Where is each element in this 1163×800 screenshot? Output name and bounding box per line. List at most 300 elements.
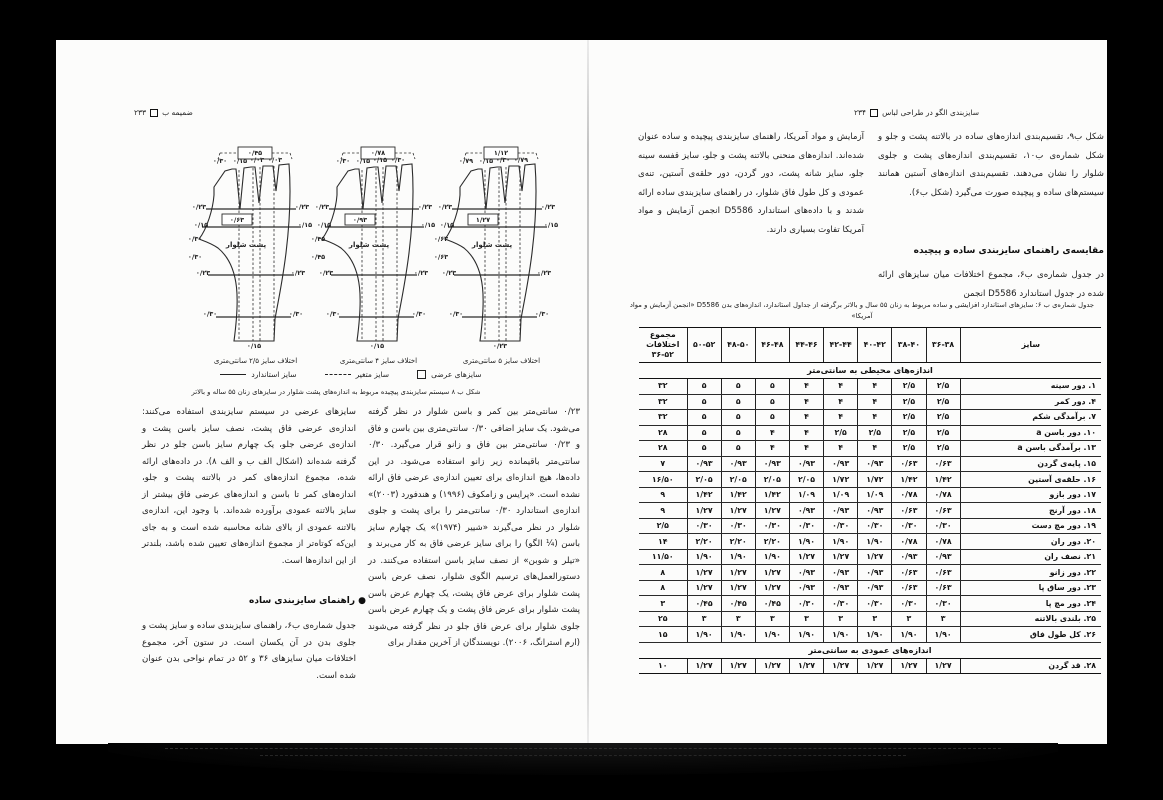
value-cell: ۰/۳۰ <box>892 596 926 612</box>
dimension-label: ۰/۶۳ <box>229 215 245 224</box>
value-cell: ۱/۲۷ <box>926 658 960 674</box>
pattern-diagram <box>187 145 317 377</box>
legend-label: سایز استاندارد <box>251 370 297 379</box>
dimension-label: ۰/۲۳ <box>417 203 433 211</box>
value-cell: ۰/۹۳ <box>789 580 823 596</box>
value-cell: ۰/۷۸ <box>892 487 926 503</box>
value-cell: ۰/۷۸ <box>926 487 960 503</box>
pattern-figure <box>187 145 563 377</box>
row-label-cell: ۲۰. دور ران <box>960 534 1101 550</box>
total-cell: ۳ <box>639 596 687 612</box>
value-cell: ۲/۵ <box>892 379 926 395</box>
value-cell: ۵ <box>687 379 721 395</box>
dimension-label: ۰/۱۵ <box>372 156 388 164</box>
dimension-label: ۰/۲۳ <box>318 269 334 277</box>
page-right[interactable] <box>582 40 1107 744</box>
value-cell: ۱/۲۷ <box>687 658 721 674</box>
value-cell: ۲/۵ <box>858 425 892 441</box>
sizes-table <box>639 327 1101 674</box>
value-cell: ۰/۳۰ <box>926 596 960 612</box>
value-cell: ۱/۰۹ <box>858 487 892 503</box>
value-cell: ۱/۲۷ <box>858 549 892 565</box>
dimension-label: ۰/۲۳ <box>294 203 310 211</box>
dimension-label: ۰/۱۵ <box>369 342 385 350</box>
row-label-cell: ۲۸. قد گردن <box>960 658 1101 674</box>
total-cell: ۳۲ <box>639 379 687 395</box>
square-bullet-icon <box>870 109 878 117</box>
dimension-label: ۰/۳۰ <box>325 310 341 318</box>
dimension-label: ۱/۱۲ <box>493 149 509 157</box>
value-cell: ۱/۲۷ <box>755 565 789 581</box>
table-row <box>639 565 1101 581</box>
table-caption: جدول شماره‌ی ب ۶: سایزهای استاندارد افزایشی و ساده مربوط به زنان ۵۵ سال و بالاتر برگرفته از جداول استاندارد، اندازه‌های بدن D5586 «انجمن آزمایش و مواد آمریکا» <box>629 301 1095 320</box>
dimension-label: ۰/۲۳ <box>540 203 556 211</box>
dimension-label: ۰/۳۰ <box>212 157 228 165</box>
table-section-row <box>639 642 1101 658</box>
dimension-label: ۰/۱۵ <box>246 342 262 350</box>
value-cell: ۱/۹۰ <box>858 534 892 550</box>
column-header: ۳۶-۳۸ <box>926 328 960 363</box>
total-cell: ۱۵ <box>639 627 687 643</box>
value-cell: ۱/۹۰ <box>824 627 858 643</box>
total-cell: ۳۲ <box>639 394 687 410</box>
value-cell: ۱/۹۰ <box>721 627 755 643</box>
table-section-row <box>639 362 1101 378</box>
value-cell: ۳ <box>926 611 960 627</box>
row-label-cell: ۲۲. دور زانو <box>960 565 1101 581</box>
value-cell: ۵ <box>721 441 755 457</box>
value-cell: ۴ <box>858 394 892 410</box>
value-cell: ۰/۶۳ <box>926 565 960 581</box>
bullet-icon: ● <box>358 596 366 606</box>
value-cell: ۵ <box>721 379 755 395</box>
value-cell: ۲/۵ <box>926 410 960 426</box>
table-row <box>639 611 1101 627</box>
value-cell: ۵ <box>721 394 755 410</box>
figure-legend <box>146 370 556 379</box>
value-cell: ۰/۶۳ <box>926 580 960 596</box>
value-cell: ۱/۹۰ <box>926 627 960 643</box>
total-cell: ۲۸ <box>639 441 687 457</box>
dimension-label: ۰/۲۳ <box>314 203 330 211</box>
dimension-label: ۰/۱۵ <box>297 221 313 229</box>
value-cell: ۵ <box>687 425 721 441</box>
value-cell: ۰/۹۳ <box>789 503 823 519</box>
value-cell: ۲/۵ <box>824 425 858 441</box>
value-cell: ۵ <box>721 410 755 426</box>
value-cell: ۳ <box>755 611 789 627</box>
column-header: ۴۶-۴۸ <box>755 328 789 363</box>
body-text-paragraph: در جدول شماره‌ی ب۶، مجموع اختلافات میان سایزهای ارائه شده در جدول استاندارد D5586 انجمن <box>878 270 1104 299</box>
value-cell: ۰/۶۳ <box>926 503 960 519</box>
dimension-label: ۰/۲۳ <box>290 269 306 277</box>
value-cell: ۰/۳۰ <box>858 596 892 612</box>
value-cell: ۱/۲۷ <box>755 580 789 596</box>
value-cell: ۱/۷۲ <box>858 472 892 488</box>
value-cell: ۳ <box>789 611 823 627</box>
value-cell: ۵ <box>687 394 721 410</box>
page-number: ۲۳۴ <box>854 108 867 117</box>
row-label-cell: ۱۳. برآمدگی باسن a <box>960 441 1101 457</box>
row-label-cell: ۲۳. دور ساق پا <box>960 580 1101 596</box>
value-cell: ۰/۶۳ <box>892 580 926 596</box>
value-cell: ۲/۵ <box>892 425 926 441</box>
value-cell: ۲/۰۵ <box>721 472 755 488</box>
value-cell: ۵ <box>687 410 721 426</box>
value-cell: ۰/۹۳ <box>824 580 858 596</box>
value-cell: ۱/۹۰ <box>755 549 789 565</box>
table-row <box>639 394 1101 410</box>
value-cell: ۱/۲۷ <box>721 580 755 596</box>
value-cell: ۴ <box>789 394 823 410</box>
value-cell: ۴ <box>858 410 892 426</box>
value-cell: ۰/۹۳ <box>789 456 823 472</box>
value-cell: ۴ <box>789 410 823 426</box>
dimension-label: پشت شلوار <box>225 241 267 249</box>
dimension-label: ۰/۴۵ <box>310 253 326 261</box>
diagram-caption: اختلاف سایز ۵ سانتی‌متری <box>462 357 541 365</box>
row-label-cell: ۱۰. دور باسن a <box>960 425 1101 441</box>
table-header <box>639 328 1101 363</box>
dimension-label: ۰/۱۵ <box>232 157 248 165</box>
dimension-label: ۰/۳۰ <box>335 157 351 165</box>
value-cell: ۰/۳۰ <box>892 518 926 534</box>
value-cell: ۱/۴۲ <box>926 472 960 488</box>
total-cell: ۱۰ <box>639 658 687 674</box>
value-cell: ۰/۳۰ <box>858 518 892 534</box>
value-cell: ۳ <box>892 611 926 627</box>
value-cell: ۱/۹۰ <box>755 627 789 643</box>
table-row <box>639 580 1101 596</box>
value-cell: ۱/۲۷ <box>687 580 721 596</box>
total-cell: ۱۴ <box>639 534 687 550</box>
value-cell: ۰/۳۰ <box>824 518 858 534</box>
value-cell: ۰/۹۳ <box>824 503 858 519</box>
section-heading <box>249 596 366 606</box>
value-cell: ۲/۵ <box>892 441 926 457</box>
section-title-cell: اندازه‌های عمودی به سانتی‌متر <box>639 642 1101 658</box>
table-row <box>639 425 1101 441</box>
value-cell: ۲/۵ <box>926 425 960 441</box>
dimension-label: ۰/۴۵ <box>247 149 263 157</box>
value-cell: ۰/۶۳ <box>892 565 926 581</box>
value-cell: ۰/۴۵ <box>721 596 755 612</box>
dimension-label: پشت شلوار <box>471 241 513 249</box>
value-cell: ۲/۲۰ <box>721 534 755 550</box>
value-cell: ۵ <box>755 410 789 426</box>
section-heading-text: راهنمای سایزبندی ساده <box>249 596 355 606</box>
value-cell: ۴ <box>824 379 858 395</box>
row-label-cell: ۱۷. دور بازو <box>960 487 1101 503</box>
total-cell: ۷ <box>639 456 687 472</box>
total-cell: ۸ <box>639 565 687 581</box>
value-cell: ۱/۲۷ <box>721 503 755 519</box>
table-row <box>639 503 1101 519</box>
dimension-label: ۰/۱۵ <box>543 221 559 229</box>
table-row <box>639 379 1101 395</box>
table-row <box>639 456 1101 472</box>
dimension-label: ۰/۳۰ <box>534 310 550 318</box>
value-cell: ۱/۲۷ <box>755 503 789 519</box>
column-header: ۴۸-۵۰ <box>721 328 755 363</box>
dimension-label: ۰/۳۰ <box>288 310 304 318</box>
value-cell: ۱/۷۲ <box>824 472 858 488</box>
section-heading: مقایسه‌ی راهنمای سایزبندی ساده و پیچیده <box>913 246 1104 256</box>
dimension-label: ۰/۲۳ <box>492 342 508 350</box>
table-body <box>639 362 1101 673</box>
row-label-cell: ۱۶. حلقه‌ی آستین <box>960 472 1101 488</box>
value-cell: ۱/۲۷ <box>858 658 892 674</box>
legend-item <box>325 370 389 379</box>
value-cell: ۰/۹۳ <box>858 580 892 596</box>
value-cell: ۳ <box>824 611 858 627</box>
value-cell: ۴ <box>824 394 858 410</box>
table-row <box>639 549 1101 565</box>
dimension-label: ۰/۷۹ <box>513 156 529 164</box>
book-title: سایزبندی الگو در طراحی لباس <box>882 108 979 117</box>
dimension-label: ۰/۱۵ <box>355 157 371 165</box>
column-header: مجموع اختلافات ۳۶-۵۲ <box>639 328 687 363</box>
table-row <box>639 472 1101 488</box>
value-cell: ۵ <box>687 441 721 457</box>
value-cell: ۴ <box>824 441 858 457</box>
value-cell: ۱/۲۷ <box>721 565 755 581</box>
dimension-label: ۰/۲۳ <box>536 269 552 277</box>
value-cell: ۰/۳۰ <box>789 596 823 612</box>
value-cell: ۲/۵ <box>926 441 960 457</box>
dimension-label: ۰/۱۵ <box>193 221 209 229</box>
square-bullet-icon <box>150 109 158 117</box>
legend-item <box>417 370 482 379</box>
value-cell: ۰/۳۰ <box>926 518 960 534</box>
value-cell: ۴ <box>789 379 823 395</box>
dimension-label: ۰/۳۰ <box>448 310 464 318</box>
value-cell: ۱/۹۰ <box>687 549 721 565</box>
row-label-cell: ۱. دور سینه <box>960 379 1101 395</box>
value-cell: ۴ <box>858 379 892 395</box>
value-cell: ۰/۶۳ <box>892 503 926 519</box>
column-header: ۵۰-۵۲ <box>687 328 721 363</box>
legend-item <box>220 370 296 379</box>
value-cell: ۵ <box>721 425 755 441</box>
value-cell: ۱/۲۷ <box>755 658 789 674</box>
value-cell: ۰/۹۳ <box>755 456 789 472</box>
dimension-label: ۰/۷۸ <box>370 149 386 157</box>
book-spread <box>56 40 1107 744</box>
value-cell: ۰/۹۳ <box>687 456 721 472</box>
value-cell: ۴ <box>824 410 858 426</box>
table-row <box>639 487 1101 503</box>
value-cell: ۴ <box>755 441 789 457</box>
value-cell: ۱/۴۲ <box>687 487 721 503</box>
total-cell: ۲۸ <box>639 425 687 441</box>
row-label-cell: ۲۴. دور مچ پا <box>960 596 1101 612</box>
value-cell: ۱/۰۹ <box>824 487 858 503</box>
row-label-cell: ۲۱. نصف ران <box>960 549 1101 565</box>
table-row <box>639 534 1101 550</box>
value-cell: ۴ <box>755 425 789 441</box>
book-page-stack-shadow <box>108 743 1058 775</box>
value-cell: ۲/۵ <box>892 410 926 426</box>
body-text-paragraph: سایزهای عرضی در سیستم سایزبندی استفاده می‌کنند: اندازه‌ی عرضی فاق پشت، نصف سایز باسن پشت و اندازه‌ی عرضی جلو، یک چهارم سایز باسن جلو در نظر گرفته شده‌اند (اشکال الف ب و الف ۸). در داده‌های ارائه شده، مجموع اندازه‌های کمر در بالاتنه پشت و جلو، اندازه‌های کمر تا باسن و اندازه‌های عرضی فاق بیشتر از سایز بالاتنه عمودی برآورده شده‌اند. با وجود این، اندازه‌ی بالاتنه عمودی از بالای شانه محاسبه شده است و به جای این‌که کوتاه‌تر از مجموع اندازه‌های تعیین شده باشد، بلندتر از این اندازه‌ها است. <box>142 407 356 566</box>
value-cell: ۰/۶۳ <box>926 456 960 472</box>
value-cell: ۰/۳۰ <box>687 518 721 534</box>
value-cell: ۲/۲۰ <box>687 534 721 550</box>
dimension-label: ۰/۲۳ <box>437 203 453 211</box>
total-cell: ۱۱/۵۰ <box>639 549 687 565</box>
dimension-label: ۰/۳۰ <box>390 156 406 164</box>
value-cell: ۴ <box>858 441 892 457</box>
dimension-label: ۰/۲۳ <box>441 269 457 277</box>
body-text-paragraph: جدول شماره‌ی ب۶، راهنمای سایزبندی ساده و سایز پشت و جلوی بدن در آن یکسان است. در ستون آخر، مجموع اختلافات میان سایزهای ۳۶ و ۵۲ در تمام نواحی بدن عنوان شده است. <box>142 621 356 681</box>
value-cell: ۲/۲۰ <box>755 534 789 550</box>
body-text-paragraph: شکل ب۹، تقسیم‌بندی اندازه‌های ساده در بالاتنه پشت و جلو و شکل شماره‌ی ب۱۰، تقسیم‌بندی اندازه‌های پشت و جلوی شلوار را نشان می‌دهند. تقسیم‌بندی اندازه‌های آستین همانند سیستم‌های ساده و پیچیده صورت می‌گیرد (شکل ب۶). <box>878 132 1104 198</box>
value-cell: ۵ <box>755 379 789 395</box>
page-header-right <box>854 108 979 117</box>
page-left[interactable] <box>56 40 581 744</box>
total-cell: ۸ <box>639 580 687 596</box>
column-header: ۳۸-۴۰ <box>892 328 926 363</box>
page-number: ۲۳۳ <box>134 108 147 117</box>
figure-caption: شکل ب ۸ سیستم سایزبندی پیچیده مربوط به اندازه‌های پشت شلوار در سایزهای زنان ۵۵ ساله و بالاتر <box>191 388 481 396</box>
value-cell: ۱/۰۹ <box>789 487 823 503</box>
diagram-caption: اختلاف سایز ۴ سانتی‌متری <box>339 357 418 365</box>
value-cell: ۳ <box>721 611 755 627</box>
dimension-label: ۰/۳۰ <box>495 156 511 164</box>
value-cell: ۵ <box>755 394 789 410</box>
value-cell: ۱/۲۷ <box>687 565 721 581</box>
value-cell: ۰/۹۳ <box>858 456 892 472</box>
table-row <box>639 410 1101 426</box>
total-cell: ۳۲ <box>639 410 687 426</box>
value-cell: ۰/۳۰ <box>721 518 755 534</box>
square-marker-icon <box>417 370 426 379</box>
value-cell: ۱/۹۰ <box>687 627 721 643</box>
value-cell: ۰/۹۳ <box>824 565 858 581</box>
value-cell: ۰/۳۰ <box>824 596 858 612</box>
value-cell: ۲/۵ <box>926 394 960 410</box>
value-cell: ۱/۲۷ <box>687 503 721 519</box>
pattern-diagram <box>310 145 440 377</box>
solid-line-icon <box>220 374 246 375</box>
value-cell: ۴ <box>789 441 823 457</box>
dimension-label: ۰/۹۳ <box>352 215 368 224</box>
value-cell: ۱/۹۰ <box>789 534 823 550</box>
row-label-cell: ۷. برآمدگی شکم <box>960 410 1101 426</box>
value-cell: ۰/۹۳ <box>824 456 858 472</box>
value-cell: ۲/۰۵ <box>687 472 721 488</box>
value-cell: ۱/۹۰ <box>858 627 892 643</box>
value-cell: ۴ <box>789 425 823 441</box>
value-cell: ۱/۲۷ <box>789 658 823 674</box>
body-text-paragraph: آزمایش و مواد آمریکا، راهنمای سایزبندی پیچیده و ساده عنوان شده‌اند. اندازه‌های منحنی بالاتنه پشت و جلو، سایز قفسه سینه جلو، سایز شانه پشت، دور گردن، دور حلقه‌ی آستین، تنه‌ی عمودی و کل طول فاق شلوار، در راهنمای سایزبندی ساده ارائه شدند و با داده‌های استاندارد D5586 انجمن آزمایش و مواد آمریکا تفاوت بسیاری دارند. <box>638 132 865 235</box>
dimension-label: ۰/۱۵ <box>439 221 455 229</box>
table-row <box>639 441 1101 457</box>
value-cell: ۳ <box>858 611 892 627</box>
value-cell: ۰/۶۳ <box>892 456 926 472</box>
value-cell: ۲/۰۵ <box>789 472 823 488</box>
value-cell: ۰/۴۵ <box>755 596 789 612</box>
value-cell: ۱/۴۲ <box>755 487 789 503</box>
section-title-cell: اندازه‌های محیطی به سانتی‌متر <box>639 362 1101 378</box>
column-header: سایز <box>960 328 1101 363</box>
value-cell: ۲/۵ <box>892 394 926 410</box>
value-cell: ۰/۷۸ <box>926 534 960 550</box>
total-cell: ۹ <box>639 487 687 503</box>
value-cell: ۱/۹۰ <box>721 549 755 565</box>
dimension-label: ۰/۶۳ <box>433 235 449 243</box>
dimension-label: پشت شلوار <box>348 241 390 249</box>
table-row <box>639 627 1101 643</box>
value-cell: ۱/۲۷ <box>789 549 823 565</box>
value-cell: ۰/۷۸ <box>892 534 926 550</box>
value-cell: ۰/۹۳ <box>858 565 892 581</box>
value-cell: ۰/۳۰ <box>789 518 823 534</box>
table-row <box>639 518 1101 534</box>
table-row <box>639 596 1101 612</box>
value-cell: ۱/۹۰ <box>789 627 823 643</box>
value-cell: ۱/۲۷ <box>824 549 858 565</box>
dimension-label: ۰/۲۳ <box>195 269 211 277</box>
value-cell: ۳ <box>687 611 721 627</box>
value-cell: ۱/۹۰ <box>824 534 858 550</box>
legend-label: سایزهای عرضی <box>431 370 482 379</box>
row-label-cell: ۲۶. کل طول فاق <box>960 627 1101 643</box>
row-label-cell: ۲۵. بلندی بالاتنه <box>960 611 1101 627</box>
dimension-label: ۰/۰۳ <box>267 156 283 164</box>
page-header-left <box>134 108 193 117</box>
value-cell: ۰/۹۳ <box>721 456 755 472</box>
value-cell: ۲/۰۵ <box>755 472 789 488</box>
dimension-label: ۰/۱۵ <box>478 157 494 165</box>
legend-label: سایز متغیر <box>355 370 390 379</box>
dashed-line-icon <box>325 374 351 375</box>
value-cell: ۱/۲۷ <box>721 658 755 674</box>
dimension-label: ۰/۲۳ <box>413 269 429 277</box>
value-cell: ۰/۹۳ <box>789 565 823 581</box>
dimension-label: ۰/۲۳ <box>191 203 207 211</box>
value-cell: ۰/۹۳ <box>892 549 926 565</box>
appendix-label: ضمیمه ب <box>162 108 193 117</box>
table-row <box>639 658 1101 674</box>
dimension-label: ۰/۶۳ <box>433 253 449 261</box>
pattern-diagram <box>433 145 563 377</box>
column-header: ۴۰-۴۲ <box>858 328 892 363</box>
dimension-label: ۰/۱۵ <box>420 221 436 229</box>
dimension-label: ۱/۲۷ <box>475 215 491 224</box>
dimension-label: ۰/۳۰ <box>187 235 203 243</box>
dimension-label: ۰/۱۵ <box>316 221 332 229</box>
total-cell: ۲/۵ <box>639 518 687 534</box>
dimension-label: ۰/۷۹ <box>458 157 474 165</box>
column-header: ۴۴-۴۶ <box>789 328 823 363</box>
value-cell: ۱/۴۲ <box>721 487 755 503</box>
value-cell: ۱/۴۲ <box>892 472 926 488</box>
value-cell: ۱/۹۰ <box>892 627 926 643</box>
row-label-cell: ۱۸. دور آرنج <box>960 503 1101 519</box>
dimension-label: ۰/۴۵ <box>310 235 326 243</box>
value-cell: ۰/۳۰ <box>755 518 789 534</box>
total-cell: ۹ <box>639 503 687 519</box>
value-cell: ۰/۹۳ <box>926 549 960 565</box>
row-label-cell: ۴. دور کمر <box>960 394 1101 410</box>
total-cell: ۱۶/۵۰ <box>639 472 687 488</box>
value-cell: ۱/۲۷ <box>824 658 858 674</box>
row-label-cell: ۱۵. پایه‌ی گردن <box>960 456 1101 472</box>
total-cell: ۲۵ <box>639 611 687 627</box>
column-header: ۴۲-۴۴ <box>824 328 858 363</box>
dimension-label: ۰/۳۰ <box>411 310 427 318</box>
